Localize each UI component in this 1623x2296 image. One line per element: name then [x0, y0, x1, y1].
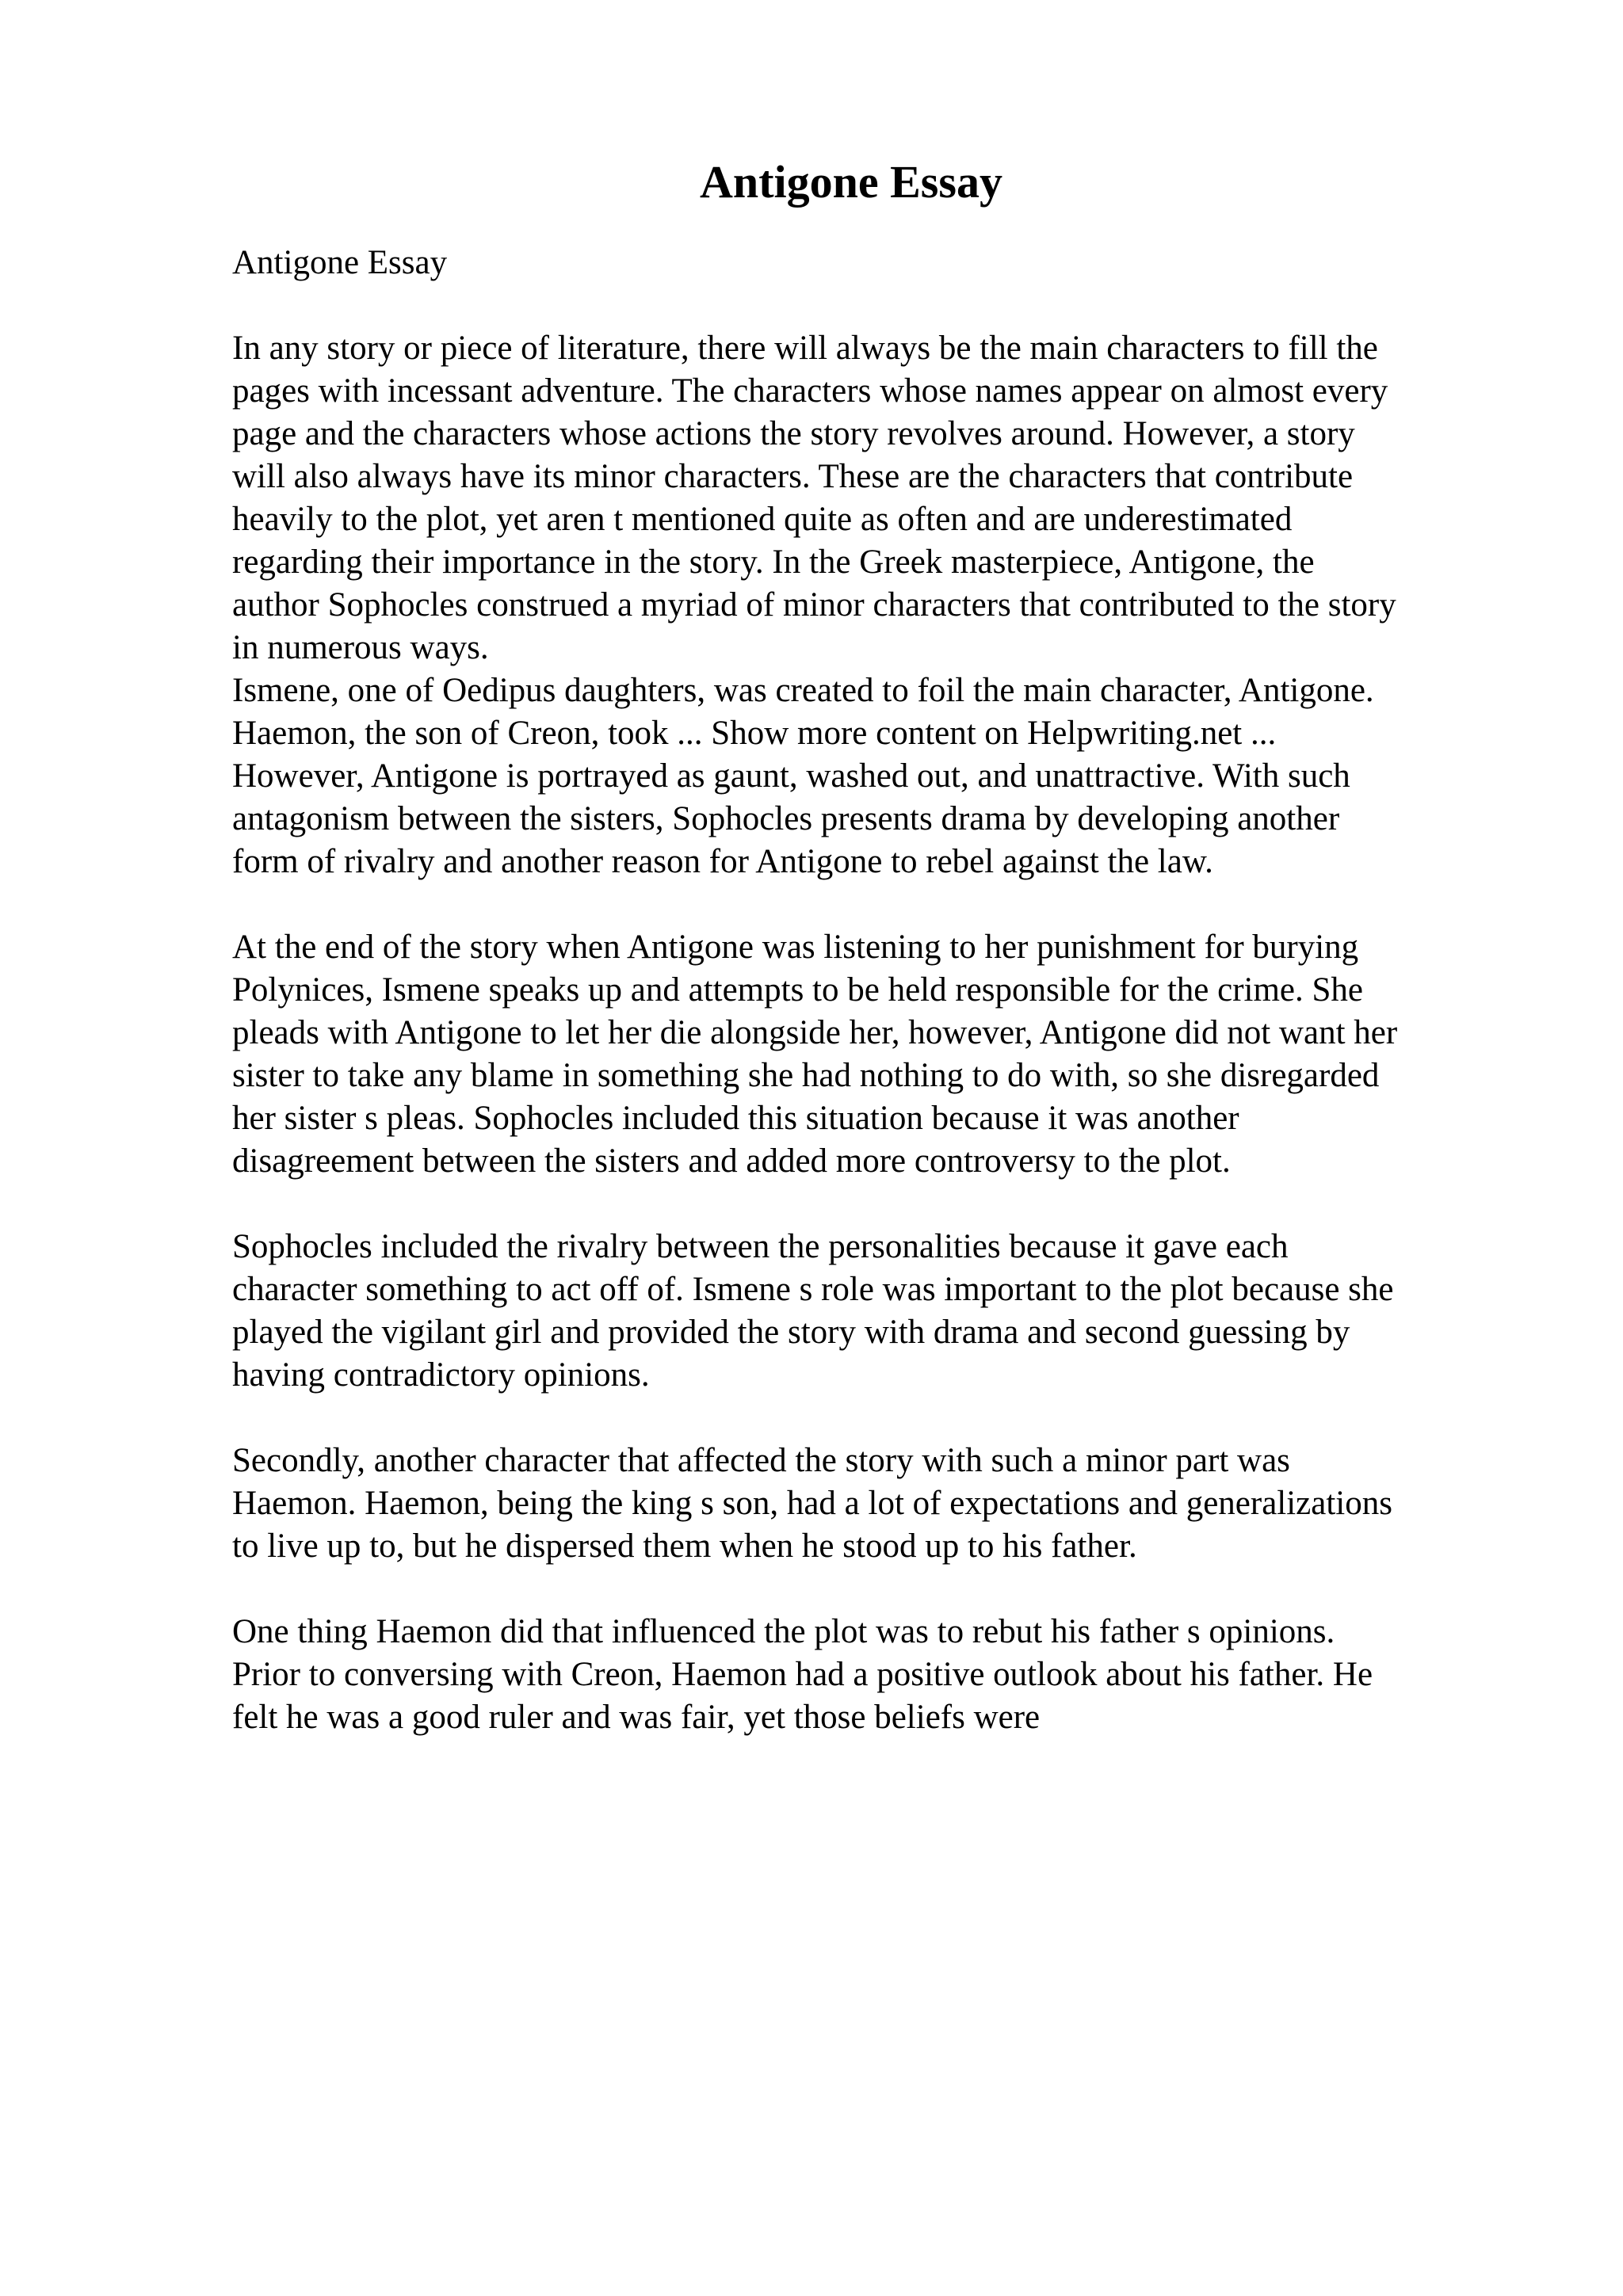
text-line: played the vigilant girl and provided the story with drama and second guessing by	[232, 1314, 1350, 1351]
text-line: However, Antigone is portrayed as gaunt, washed out, and unattractive. With such	[232, 757, 1350, 795]
text-line: to live up to, but he dispersed them when he stood up to his father.	[232, 1527, 1137, 1565]
text-line: heavily to the plot, yet aren t mentioned quite as often and are underestimated	[232, 501, 1293, 538]
text-line: having contradictory opinions.	[232, 1356, 650, 1394]
text-line: regarding their importance in the story. In the Greek masterpiece, Antigone, the	[232, 543, 1315, 581]
paragraph	[232, 327, 1532, 883]
text-line: In any story or piece of literature, there will always be the main characters to fill the	[232, 330, 1378, 367]
text-line: felt he was a good ruler and was fair, yet those beliefs were	[232, 1699, 1041, 1736]
text-line: At the end of the story when Antigone was listening to her punishment for burying	[232, 929, 1359, 966]
document-subtitle: Antigone Essay	[232, 244, 448, 281]
text-line: pages with incessant adventure. The characters whose names appear on almost every	[232, 372, 1388, 410]
text-line: sister to take any blame in something she had nothing to do with, so she disregarded	[232, 1057, 1380, 1094]
paragraph	[232, 1226, 1532, 1397]
text-line: Prior to conversing with Creon, Haemon had a positive outlook about his father. He	[232, 1656, 1373, 1693]
text-line: Haemon. Haemon, being the king s son, had a lot of expectations and generalizations	[232, 1485, 1392, 1522]
paragraph	[232, 926, 1532, 1183]
text-line: antagonism between the sisters, Sophocles presents drama by developing another	[232, 800, 1340, 837]
document-body	[232, 242, 1532, 1739]
text-line: pleads with Antigone to let her die alongside her, however, Antigone did not want her	[232, 1014, 1398, 1051]
text-line: Ismene, one of Oedipus daughters, was created to foil the main character, Antigone.	[232, 672, 1374, 709]
text-line: in numerous ways.	[232, 629, 489, 666]
text-line: Polynices, Ismene speaks up and attempts to be held responsible for the crime. She	[232, 971, 1364, 1009]
text-line: disagreement between the sisters and added more controversy to the plot.	[232, 1142, 1231, 1180]
text-line: Sophocles included the rivalry between the personalities because it gave each	[232, 1228, 1289, 1265]
text-line: page and the characters whose actions the story revolves around. However, a story	[232, 415, 1355, 452]
paragraph	[232, 1440, 1532, 1568]
text-line: One thing Haemon did that influenced the plot was to rebut his father s opinions.	[232, 1613, 1335, 1650]
text-line: Secondly, another character that affected the story with such a minor part was	[232, 1442, 1290, 1479]
paragraph	[232, 1611, 1532, 1739]
document-title: Antigone Essay	[700, 156, 1002, 208]
text-line: form of rivalry and another reason for Antigone to rebel against the law.	[232, 843, 1213, 880]
text-line: author Sophocles construed a myriad of minor characters that contributed to the story	[232, 586, 1396, 624]
text-line: character something to act off of. Ismene s role was important to the plot because she	[232, 1271, 1394, 1308]
text-line: her sister s pleas. Sophocles included this situation because it was another	[232, 1100, 1239, 1137]
text-line: Haemon, the son of Creon, took ... Show more content on Helpwriting.net ...	[232, 715, 1277, 752]
text-line: will also always have its minor characters. These are the characters that contribute	[232, 458, 1354, 495]
